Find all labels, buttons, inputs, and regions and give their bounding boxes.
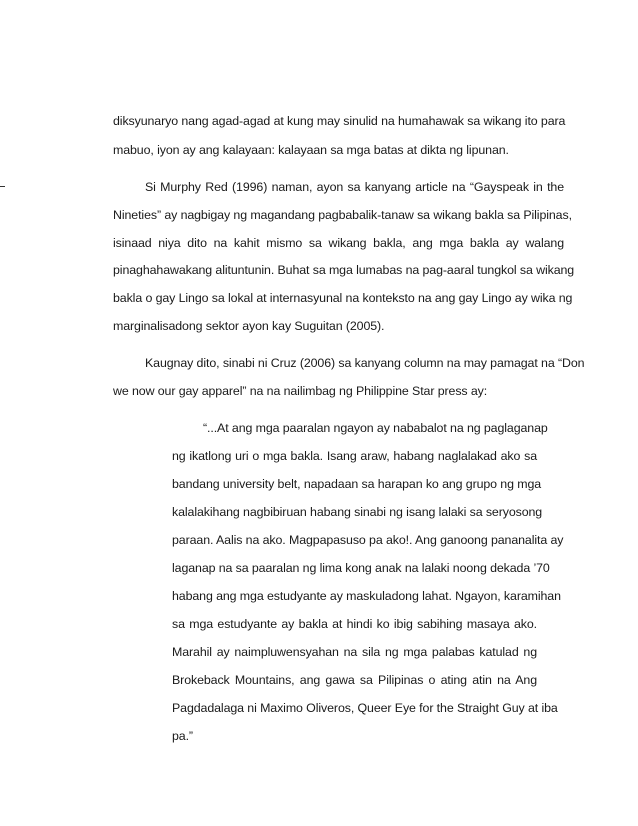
quote-line-10: Brokeback Mountains, ang gawa sa Pilipinas o ating atin na Ang [172,673,537,687]
paragraph-2-line-2: Nineties” ay nagbigay ng magandang pagbabalik-tanaw sa wikang bakla sa Pilipinas, [113,208,572,222]
paragraph-2-line-6: marginalisadong sektor ayon kay Suguitan (2005). [113,319,385,333]
quote-line-9: Marahil ay naimpluwensyahan na sila ng mga palabas katulad ng [172,645,537,659]
paragraph-2-line-5: bakla o gay Lingo sa lokal at internasyunal na konteksto na ang gay Lingo ay wika ng [113,291,573,305]
paragraph-2-line-3: isinaad niya dito na kahit mismo sa wikang bakla, ang mga bakla ay walang [113,236,564,250]
quote-line-7: habang ang mga estudyante ay maskuladong lahat. Ngayon, karamihan [172,589,561,603]
quote-line-1: “...At ang mga paaralan ngayon ay nababalot na ng paglaganap [203,421,548,435]
quote-line-3: bandang university belt, napadaan sa harapan ko ang grupo ng mga [172,477,542,491]
quote-line-12: pa.” [172,729,193,743]
paragraph-3-line-1: Kaugnay dito, sinabi ni Cruz (2006) sa kanyang column na may pamagat na “Don [145,356,585,370]
paragraph-1-line-2: mabuo, iyon ay ang kalayaan: kalayaan sa mga batas at dikta ng lipunan. [113,143,509,157]
paragraph-3-line-2: we now our gay apparel” na na nailimbag ng Philippine Star press ay: [113,384,488,398]
quote-line-11: Pagdadalaga ni Maximo Oliveros, Queer Eye for the Straight Guy at iba [172,701,558,715]
quote-line-2: ng ikatlong uri o mga bakla. Isang araw, habang naglalakad ako sa [172,449,537,463]
quote-line-4: kalalakihang nagbibiruan habang sinabi ng isang lalaki sa seryosong [172,505,543,519]
margin-mark [0,186,5,187]
paragraph-2-line-4: pinaghahawakang alituntunin. Buhat sa mga lumabas na pag-aaral tungkol sa wikang [113,263,575,277]
quote-line-8: sa mga estudyante ay bakla at hindi ko ibig sabihing masaya ako. [172,617,537,631]
paragraph-2-line-1: Si Murphy Red (1996) naman, ayon sa kanyang article na “Gayspeak in the [145,180,564,194]
quote-line-5: paraan. Aalis na ako. Magpapasuso pa ako!. Ang ganoong pananalita ay [172,533,564,547]
paragraph-1-line-1: diksyunaryo nang agad-agad at kung may sinulid na humahawak sa wikang ito para [113,114,566,128]
quote-line-6: laganap na sa paaralan ng lima kong anak na lalaki noong dekada ’70 [172,561,550,575]
